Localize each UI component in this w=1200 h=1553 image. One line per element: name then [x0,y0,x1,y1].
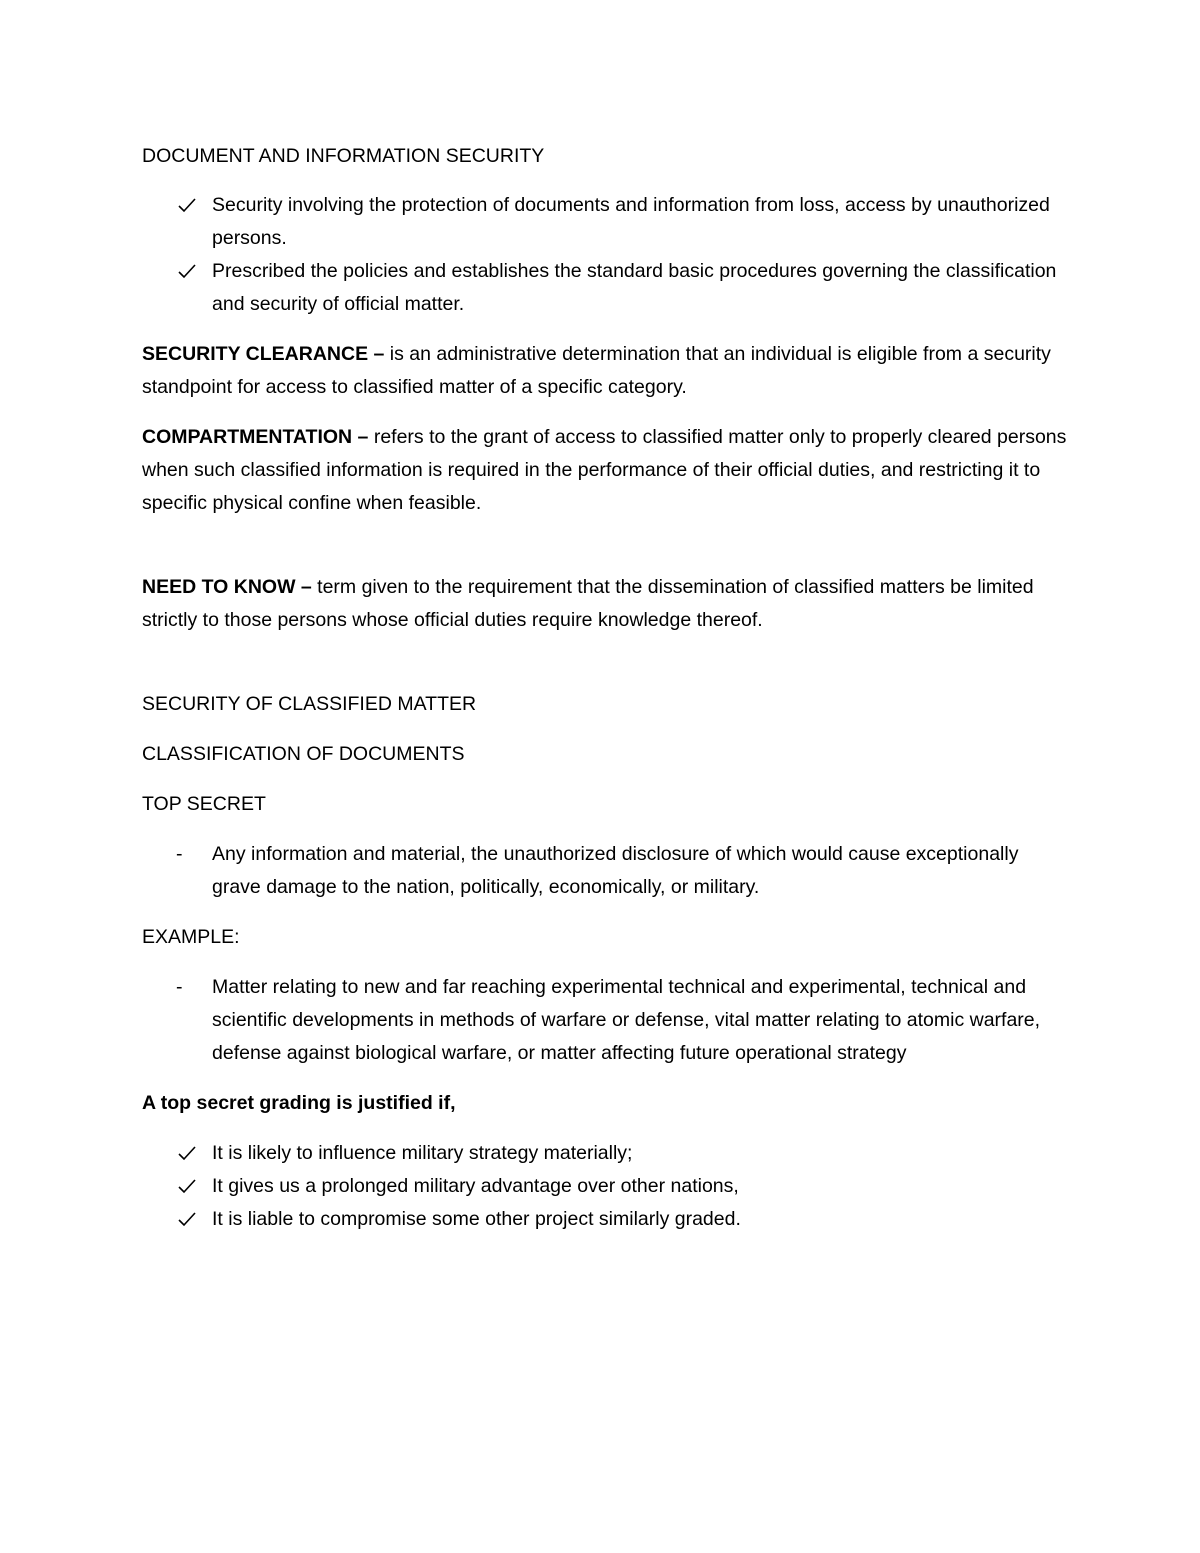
security-clearance-paragraph [142,338,1072,404]
security-clearance-definition: is an administrative determination that an individual is eligible from a security standpoint for access to classified matter of a specific category. [142,343,1051,398]
intro-bullet-text: Prescribed the policies and establishes the standard basic procedures governing the classification and security of official matter. [212,260,1057,315]
need-to-know-paragraph [142,571,1072,637]
check-icon [178,1203,202,1236]
list-item [142,1170,1072,1203]
list-item [142,971,1072,1070]
top-secret-definition: Any information and material, the unauthorized disclosure of which would cause exceptionally grave damage to the nation, politically, economically, or military. [212,843,1019,898]
compartmentation-term: COMPARTMENTATION – [142,426,369,448]
justified-bullet-list [142,1137,1072,1236]
document-title: DOCUMENT AND INFORMATION SECURITY [142,145,545,167]
justified-heading: A top secret grading is justified if, [142,1092,456,1114]
compartmentation-paragraph [142,421,1072,520]
list-item [142,1137,1072,1170]
check-icon [178,1137,202,1170]
list-item [142,189,1072,255]
dash-icon: - [176,976,183,998]
example-text: Matter relating to new and far reaching experimental technical and experimental, technical and scientific developments in methods of warfare or defense, vital matter relating to atomic warfare, defense against biological warfare, or matter affecting future operational strategy [212,976,1041,1064]
section-title: SECURITY OF CLASSIFIED MATTER [142,693,477,715]
need-to-know-definition: term given to the requirement that the dissemination of classified matters be limited strictly to those persons whose official duties require knowledge thereof. [142,576,1034,631]
example-list [142,971,1072,1070]
justified-bullet-text: It gives us a prolonged military advantage over other nations, [212,1175,739,1197]
list-item [142,838,1072,904]
justified-bullet-text: It is liable to compromise some other project similarly graded. [212,1208,741,1230]
check-icon [178,1170,202,1203]
list-item [142,255,1072,321]
top-secret-heading: TOP SECRET [142,793,266,815]
need-to-know-term: NEED TO KNOW – [142,576,312,598]
example-heading: EXAMPLE: [142,926,240,948]
dash-icon: - [176,843,183,865]
top-secret-list [142,838,1072,904]
check-icon [178,189,202,222]
justified-bullet-text: It is likely to influence military strategy materially; [212,1142,633,1164]
subsection-title: CLASSIFICATION OF DOCUMENTS [142,743,465,765]
intro-bullet-text: Security involving the protection of documents and information from loss, access by unauthorized persons. [212,194,1050,249]
document-page [142,140,1072,1253]
compartmentation-definition: refers to the grant of access to classified matter only to properly cleared persons when such classified information is required in the performance of their official duties, and restricting it to specific physical confine when feasible. [142,426,1067,514]
check-icon [178,255,202,288]
list-item [142,1203,1072,1236]
intro-bullet-list [142,189,1072,321]
security-clearance-term: SECURITY CLEARANCE – [142,343,385,365]
